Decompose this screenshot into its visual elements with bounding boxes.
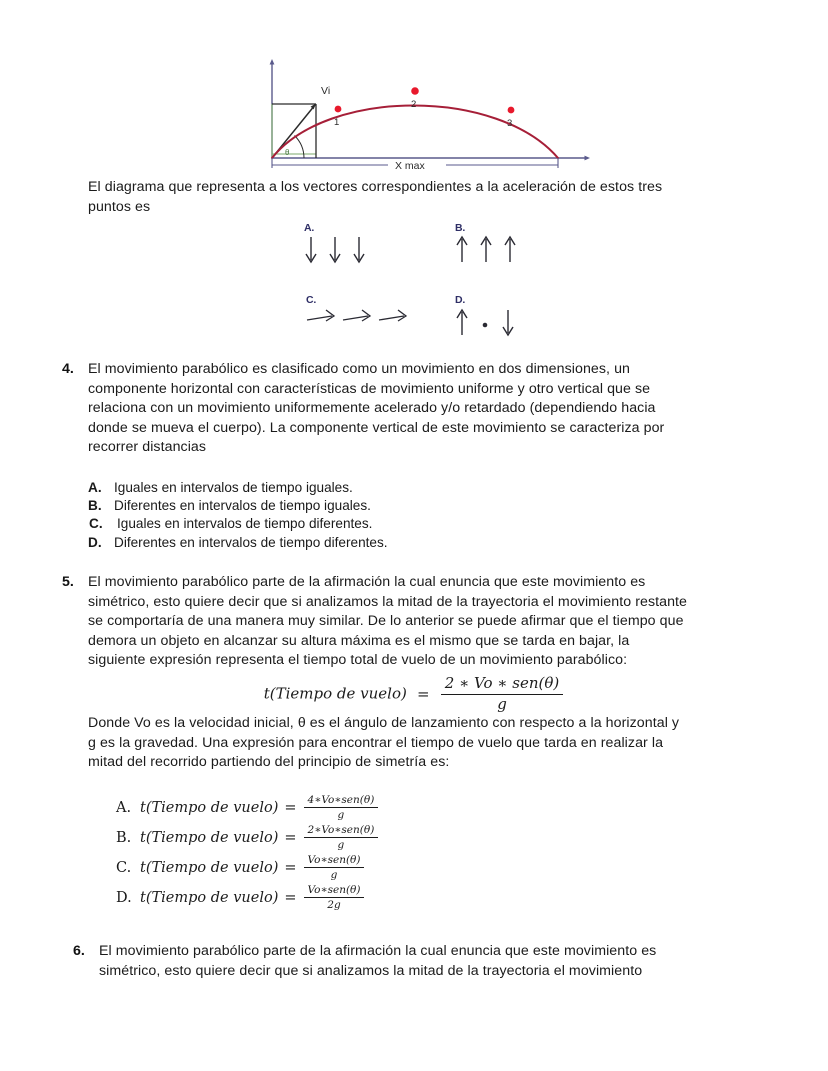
question-4-option-b-text: Diferentes en intervalos de tiempo iguales. xyxy=(114,498,371,514)
arrow-option-b-glyphs xyxy=(455,235,517,265)
question-5-after-line-3: mitad del recorrido partiendo del principio de simetría es: xyxy=(88,754,450,771)
intro-line-2: puntos es xyxy=(88,198,151,215)
question-4-option-a-text: Iguales en intervalos de tiempo iguales. xyxy=(114,480,353,495)
question-4-line-5: recorrer distancias xyxy=(88,439,207,456)
question-5-option-a-letter: A. xyxy=(116,800,132,816)
arrow-option-a[interactable] xyxy=(304,222,366,265)
formula-lhs: t(Tiempo de vuelo) xyxy=(263,684,407,703)
formula-equals: = xyxy=(417,684,430,703)
question-5-text xyxy=(88,573,756,671)
question-5-after-line-1: Donde Vo es la velocidad inicial, θ es el ángulo de lanzamiento con respecto a la horizontal y xyxy=(88,715,680,731)
question-5-options xyxy=(116,793,379,913)
question-5-option-b-fraction xyxy=(304,824,379,851)
up-arrow-icon xyxy=(455,308,469,338)
question-5-option-a-lhs: t(Tiempo de vuelo) xyxy=(140,800,279,816)
question-5-option-c[interactable] xyxy=(116,853,379,883)
arrow-option-a-glyphs xyxy=(304,235,366,265)
formula-fraction xyxy=(441,675,563,713)
question-5-option-a-fraction xyxy=(304,794,379,821)
intro-line-1: El diagrama que representa a los vectores correspondientes a la aceleración de estos tres xyxy=(88,179,663,195)
question-4-option-a[interactable] xyxy=(88,479,388,497)
question-5-option-d-denominator: 2g xyxy=(304,897,365,911)
question-5-option-b-letter: B. xyxy=(116,830,132,846)
question-4-option-b[interactable] xyxy=(88,497,388,515)
question-5-after-text xyxy=(88,714,756,773)
arrow-option-b-letter: B. xyxy=(455,222,466,234)
question-4-option-c-text: Iguales en intervalos de tiempo diferentes. xyxy=(117,516,373,532)
question-4-line-2: componente horizontal con características de movimiento uniforme y otro vertical que se xyxy=(88,380,651,397)
question-5-option-d-lhs: t(Tiempo de vuelo) xyxy=(140,890,279,906)
question-5-option-a-denominator: g xyxy=(304,807,379,821)
formula-numerator: 2 ∗ Vo ∗ sen(θ) xyxy=(444,674,560,693)
question-5-line-3: se comportaría de una manera muy similar. De lo anterior se puede afirmar que el tiempo que xyxy=(88,613,684,630)
right-arrow-icon xyxy=(378,308,408,326)
question-5-option-d-equals: = xyxy=(284,890,297,906)
question-6-text xyxy=(99,942,759,981)
question-6-number: 6. xyxy=(73,943,85,959)
up-arrow-icon xyxy=(503,235,517,265)
arrow-option-d-glyphs xyxy=(455,308,515,338)
question-4-option-d-text: Diferentes en intervalos de tiempo diferentes. xyxy=(114,534,388,550)
arrow-option-d[interactable] xyxy=(455,294,515,338)
question-5-line-4: demora un objeto en alcanzar su altura máxima es el mismo que se tarda en bajar, la xyxy=(88,632,630,649)
down-arrow-icon xyxy=(304,235,318,265)
question-5-line-5: siguiente expresión representa el tiempo total de vuelo de un movimiento parabólico: xyxy=(88,652,628,669)
question-5-after-line-2: g es la gravedad. Una expresión para encontrar el tiempo de vuelo que tarda en realizar la xyxy=(88,734,664,751)
question-5-option-d-letter: D. xyxy=(116,890,132,906)
arrow-option-b[interactable] xyxy=(455,222,517,265)
question-4-option-b-letter: B. xyxy=(88,498,102,514)
question-4-option-c-letter: C. xyxy=(89,516,103,532)
trajectory-curve xyxy=(272,106,558,159)
question-4-option-d-letter: D. xyxy=(88,534,102,550)
arrow-option-d-letter: D. xyxy=(455,294,466,306)
down-arrow-icon xyxy=(501,308,515,338)
question-5-option-a[interactable] xyxy=(116,793,379,823)
question-4-option-c[interactable] xyxy=(88,515,388,533)
question-5-option-b-numerator: 2∗Vo∗sen(θ) xyxy=(307,823,375,836)
formula-denominator: g xyxy=(441,694,563,713)
question-4-options xyxy=(88,479,388,552)
right-arrow-icon xyxy=(306,308,336,326)
down-arrow-icon xyxy=(352,235,366,265)
trajectory-point-1 xyxy=(335,106,342,113)
up-arrow-icon xyxy=(455,235,469,265)
dot-icon xyxy=(481,308,489,338)
arrow-option-c-glyphs xyxy=(306,308,408,326)
trajectory-point-2 xyxy=(411,87,419,95)
question-5-option-b-lhs: t(Tiempo de vuelo) xyxy=(140,830,279,846)
question-5-option-c-letter: C. xyxy=(116,860,132,876)
question-4-option-d[interactable] xyxy=(88,534,388,552)
arrow-answer-options xyxy=(300,222,560,337)
question-4-line-4: donde se mueva el cuerpo). La componente vertical de este movimiento se caracteriza por xyxy=(88,419,665,436)
question-5-number: 5. xyxy=(62,574,74,590)
question-5-option-c-denominator: g xyxy=(304,867,365,881)
question-5-option-a-numerator: 4∗Vo∗sen(θ) xyxy=(307,793,375,806)
question-5-formula xyxy=(0,676,828,714)
parabolic-trajectory-diagram xyxy=(258,58,598,170)
intro-paragraph xyxy=(88,178,748,217)
down-arrow-icon xyxy=(328,235,342,265)
trajectory-point-3 xyxy=(508,107,515,114)
question-4-option-a-letter: A. xyxy=(88,480,102,495)
question-4-line-3: relaciona con un movimiento uniformemente acelerado y/o retardado (dependiendo hacia xyxy=(88,400,656,417)
up-arrow-icon xyxy=(479,235,493,265)
theta-label: θ xyxy=(285,148,290,157)
question-5-option-b-equals: = xyxy=(284,830,297,846)
question-5-option-d-fraction xyxy=(304,884,365,911)
question-5-option-c-equals: = xyxy=(284,860,297,876)
y-axis-arrowhead xyxy=(270,59,275,65)
question-5-option-b[interactable] xyxy=(116,823,379,853)
question-5-option-c-fraction xyxy=(304,854,365,881)
question-5-option-c-numerator: Vo∗sen(θ) xyxy=(307,853,361,866)
question-5-option-a-equals: = xyxy=(284,800,297,816)
question-4-text xyxy=(88,360,748,458)
question-5-option-b-denominator: g xyxy=(304,837,379,851)
arrow-option-a-letter: A. xyxy=(304,222,315,234)
point-1-label: 1 xyxy=(334,117,340,128)
question-4-line-1: El movimiento parabólico es clasificado como un movimiento en dos dimensiones, un xyxy=(88,361,630,377)
question-6-line-1: El movimiento parabólico parte de la afirmación la cual enuncia que este movimiento es xyxy=(99,943,657,959)
question-5-option-d-numerator: Vo∗sen(θ) xyxy=(307,883,361,896)
question-5-line-2: simétrico, esto quiere decir que si analizamos la mitad de la trayectoria el movimiento restante xyxy=(88,593,688,610)
question-4-number: 4. xyxy=(62,361,74,377)
question-5-line-1: El movimiento parabólico parte de la afirmación la cual enuncia que este movimiento es xyxy=(88,574,646,590)
point-3-label: 3 xyxy=(507,118,513,129)
point-2-label: 2 xyxy=(411,99,417,110)
right-arrow-icon xyxy=(342,308,372,326)
question-6-line-2: simétrico, esto quiere decir que si analizamos la mitad de la trayectoria el movimiento xyxy=(99,962,643,979)
launch-angle-arc xyxy=(295,136,305,159)
vi-label: Vi xyxy=(321,85,331,97)
question-5-option-d[interactable] xyxy=(116,883,379,913)
x-axis-arrowhead xyxy=(585,156,591,161)
arrow-option-c[interactable] xyxy=(306,294,408,326)
question-5-option-c-lhs: t(Tiempo de vuelo) xyxy=(140,860,279,876)
x-max-label: X max xyxy=(395,160,425,170)
arrow-option-c-letter: C. xyxy=(306,294,317,306)
